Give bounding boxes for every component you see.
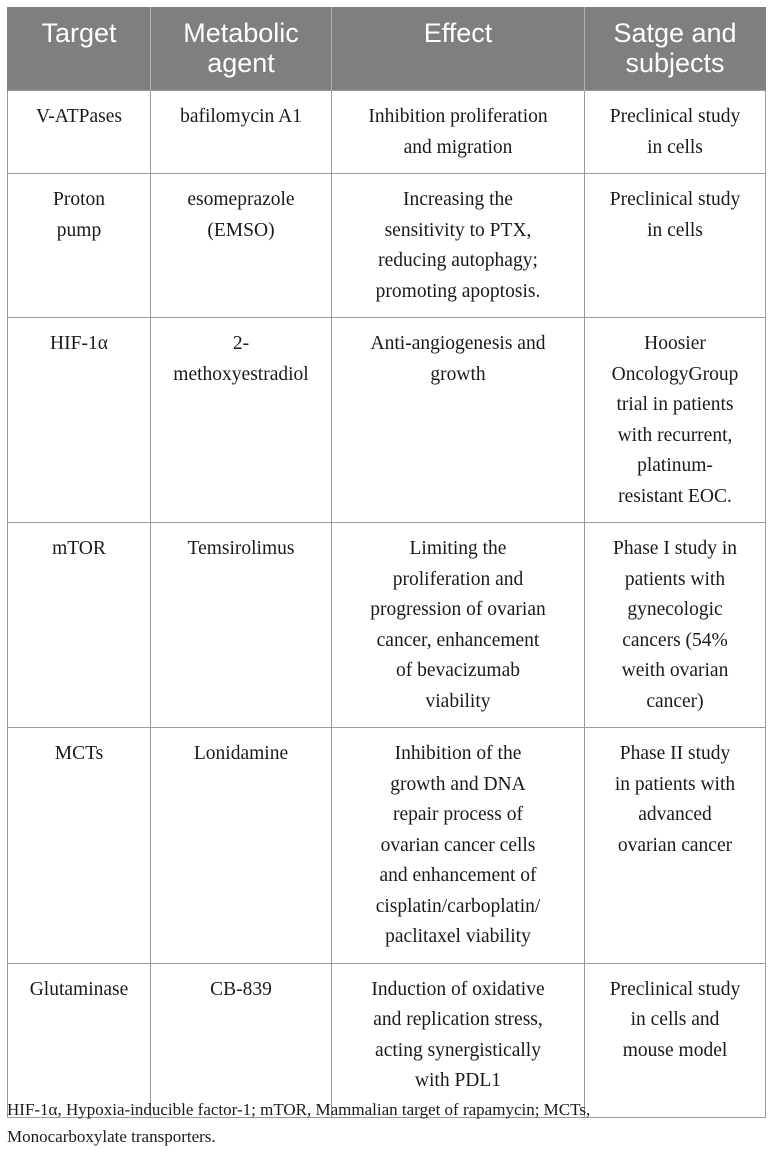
cell-line: and migration <box>403 136 513 158</box>
header-metabolic-agent <box>151 7 332 91</box>
header-stage-and-subjects <box>585 7 766 91</box>
cell-stage <box>585 523 766 728</box>
cell-line: Limiting the <box>409 538 507 559</box>
cell-line: Phase I study in <box>612 538 738 559</box>
cell-target <box>8 523 151 728</box>
cell-line: promoting apoptosis. <box>375 280 541 302</box>
cell-line: growth <box>430 363 486 385</box>
cell-line: with recurrent, <box>617 424 733 446</box>
cell-line: Phase II study <box>619 743 731 764</box>
cell-agent <box>151 318 332 523</box>
header-target <box>8 7 151 91</box>
table-body <box>8 91 766 1118</box>
cell-line: CB-839 <box>210 978 272 1000</box>
header-line: subjects <box>625 48 725 78</box>
cell-line: OncologyGroup <box>611 363 739 385</box>
cell-line: Inhibition of the <box>394 743 522 764</box>
cell-effect <box>332 523 585 728</box>
header-line: Target <box>41 18 117 48</box>
cell-agent <box>151 523 332 728</box>
header-effect <box>332 7 585 91</box>
cell-target <box>8 91 151 174</box>
header-line: agent <box>207 48 275 78</box>
cell-effect <box>332 174 585 318</box>
table-row <box>8 523 766 728</box>
cell-agent <box>151 91 332 174</box>
cell-line: 2- <box>232 333 250 354</box>
cell-line: ovarian cancer cells <box>380 834 536 856</box>
cell-line: Glutaminase <box>29 978 129 1000</box>
cell-line: in cells <box>647 219 703 241</box>
footnote-line: Monocarboxylate transporters. <box>7 1127 216 1146</box>
cell-line: reducing autophagy; <box>378 250 538 271</box>
cell-stage <box>585 318 766 523</box>
cell-agent <box>151 963 332 1117</box>
cell-line: in cells and <box>630 1009 720 1030</box>
cell-line: weith ovarian <box>621 660 729 681</box>
cell-stage <box>585 728 766 964</box>
table-header-row <box>8 7 766 91</box>
cell-stage <box>585 963 766 1117</box>
cell-line: HIF-1α <box>50 333 108 354</box>
cell-line: esomeprazole <box>187 189 295 210</box>
cell-stage <box>585 91 766 174</box>
cell-line: Proton <box>52 189 105 210</box>
footnote-line: HIF-1α, Hypoxia-inducible factor-1; mTOR, Mammalian target of rapamycin; MCTs, <box>7 1100 591 1119</box>
table-row <box>8 728 766 964</box>
cell-line: cancers (54% <box>622 629 728 651</box>
cell-line: Anti-angiogenesis and <box>370 333 546 354</box>
cell-line: Preclinical study <box>609 189 741 210</box>
cell-line: Increasing the <box>403 189 513 210</box>
header-line: Metabolic <box>183 18 299 48</box>
cell-line: viability <box>425 690 491 712</box>
cell-line: cisplatin/carboplatin/ <box>375 895 541 917</box>
cell-line: mTOR <box>52 538 106 559</box>
cell-agent <box>151 174 332 318</box>
cell-line: Preclinical study <box>609 978 741 1000</box>
cell-line: repair process of <box>393 804 523 825</box>
cell-target <box>8 963 151 1117</box>
cell-line: Temsirolimus <box>187 538 295 559</box>
cell-line: pump <box>56 219 102 241</box>
cell-line: Induction of oxidative <box>371 978 545 1000</box>
cell-line: paclitaxel viability <box>385 926 531 947</box>
cell-target <box>8 174 151 318</box>
cell-line: growth and DNA <box>390 773 526 795</box>
cell-line: Hoosier <box>644 333 706 354</box>
cell-effect <box>332 728 585 964</box>
cell-line: and enhancement of <box>379 865 537 886</box>
cell-line: resistant EOC. <box>618 485 732 507</box>
table-footnote <box>7 1096 765 1150</box>
cell-line: of bevacizumab <box>396 660 520 681</box>
metabolic-agents-table <box>7 7 766 1118</box>
table-row <box>8 174 766 318</box>
header-line: Satge and <box>613 18 737 48</box>
cell-line: sensitivity to PTX, <box>384 219 532 241</box>
cell-line: ovarian cancer <box>617 834 733 856</box>
cell-line: acting synergistically <box>375 1039 541 1061</box>
cell-line: bafilomycin A1 <box>180 106 302 127</box>
table-row <box>8 963 766 1117</box>
cell-line: in cells <box>647 136 703 158</box>
cell-line: with PDL1 <box>414 1070 502 1091</box>
cell-line: trial in patients <box>616 394 734 415</box>
cell-line: patients with <box>624 568 726 590</box>
cell-line: V-ATPases <box>36 106 122 127</box>
cell-line: (EMSO) <box>207 219 275 241</box>
cell-line: methoxyestradiol <box>173 363 309 385</box>
cell-line: cancer, enhancement <box>376 629 540 651</box>
cell-line: in patients with <box>614 773 736 795</box>
cell-line: Lonidamine <box>193 743 289 764</box>
metabolic-agents-table-container <box>7 7 765 1118</box>
cell-target <box>8 728 151 964</box>
header-line: Effect <box>423 18 493 48</box>
table-row <box>8 318 766 523</box>
cell-line: cancer) <box>646 690 704 712</box>
cell-agent <box>151 728 332 964</box>
cell-line: Preclinical study <box>609 106 741 127</box>
cell-line: mouse model <box>622 1039 728 1061</box>
cell-line: advanced <box>638 804 712 825</box>
cell-target <box>8 318 151 523</box>
cell-effect <box>332 963 585 1117</box>
cell-line: Inhibition proliferation <box>368 106 548 127</box>
cell-line: MCTs <box>54 743 104 764</box>
cell-stage <box>585 174 766 318</box>
cell-line: and replication stress, <box>373 1009 543 1030</box>
cell-line: progression of ovarian <box>370 599 546 620</box>
table-row <box>8 91 766 174</box>
cell-line: gynecologic <box>627 599 723 620</box>
cell-line: platinum- <box>637 455 713 476</box>
cell-effect <box>332 91 585 174</box>
cell-line: proliferation and <box>392 568 524 590</box>
cell-effect <box>332 318 585 523</box>
